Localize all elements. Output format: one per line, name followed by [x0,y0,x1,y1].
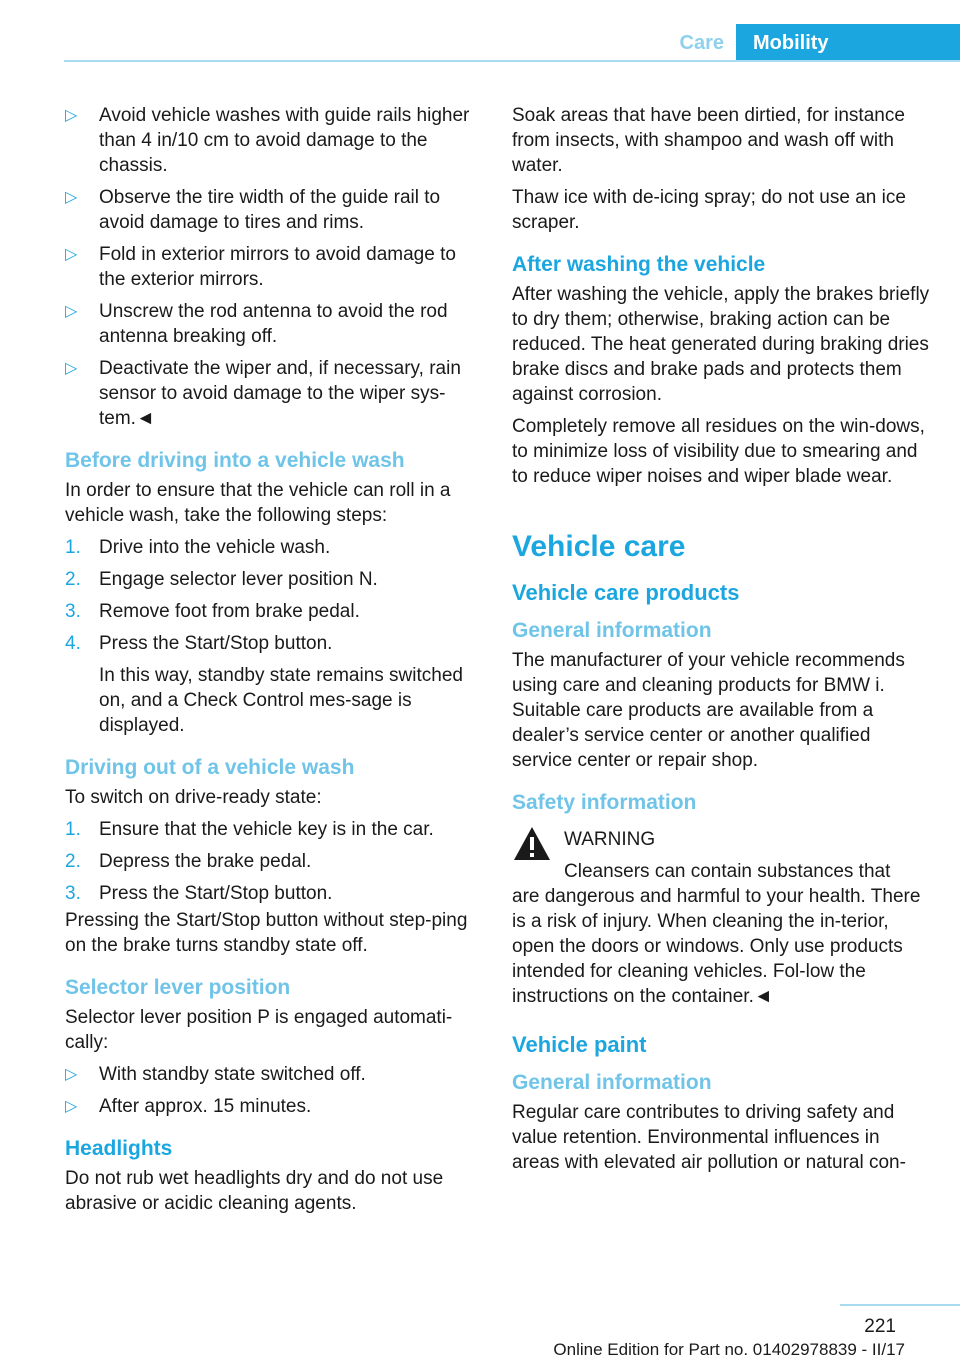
general-info-heading: General information [512,619,712,642]
safety-info-heading: Safety information [512,791,697,814]
list-item: ▷ Avoid vehicle washes with guide rails higher than 4 in/10 cm to avoid damage to the chassis. [65,105,470,176]
care-products-heading: Vehicle care products [512,580,740,605]
residue-text: Completely remove all residues on the win-dows, to minimize loss of visibility due to smearing and to reduce wiper noises and wiper blade wear. [512,416,925,487]
thaw-text: Thaw ice with de-icing spray; do not use an ice scraper. [512,187,906,233]
before-wash-heading: Before driving into a vehicle wash [65,449,405,472]
headlights-text: Do not rub wet headlights dry and do not use abrasive or acidic cleaning agents. [65,1168,444,1214]
driving-out-intro: To switch on drive-ready state: [65,787,322,808]
edition-footer: Online Edition for Part no. 01402978839 - II/17 [553,1340,905,1359]
page-number: 221 [864,1316,896,1337]
left-column [65,103,480,1223]
step-note: In this way, standby state remains switched on, and a Check Control mes-sage is displayed. [99,665,463,736]
list-item: ▷ With standby state switched off. [65,1064,366,1085]
step-item: 2. Depress the brake pedal. [65,851,312,872]
triangle-bullet-icon: ▷ [65,360,78,377]
selector-lever-intro: Selector lever position P is engaged automati-cally: [65,1007,453,1053]
driving-out-heading: Driving out of a vehicle wash [65,756,355,779]
warning-block [512,827,932,1009]
list-item: ▷ Fold in exterior mirrors to avoid damage to the exterior mirrors. [65,244,456,290]
warning-text: are dangerous and harmful to your health. There is a risk of injury. When cleaning the in-terior, open the doors or windows. Only use products intended for cleaning vehicles. Fol-low the instructions on the container.◄ [512,886,921,1007]
triangle-bullet-icon: ▷ [65,246,78,263]
tab-care: Care [679,32,724,54]
list-item: ▷ Deactivate the wiper and, if necessary, rain sensor to avoid damage to the wiper sys-tem.◄ [65,358,461,429]
warning-text-first-line: Cleansers can contain substances that [564,861,891,882]
step-item: 1. Drive into the vehicle wash. [65,537,331,558]
triangle-bullet-icon: ▷ [65,303,78,320]
footer-rule [840,1304,960,1306]
general-info-text: The manufacturer of your vehicle recommends using care and cleaning products for BMW i. Suitable care products are available from a dealer’s service center or another qualified service center or repair shop. [512,650,905,771]
driving-out-steps [65,817,480,906]
after-washing-text: After washing the vehicle, apply the brakes briefly to dry them; otherwise, braking action can be reduced. The heat generated during braking dries brake discs and brake pads and protects them against corrosion. [512,284,930,405]
headlights-heading: Headlights [65,1137,173,1160]
wash-precautions-list [65,103,480,431]
selector-lever-list [65,1062,480,1119]
header-rule [64,60,960,62]
paint-text: Regular care contributes to driving safety and value retention. Environmental influences in areas with elevated air pollution or natural con- [512,1102,906,1173]
vehicle-care-title: Vehicle care [512,530,686,563]
step-item: 2. Engage selector lever position N. [65,569,378,590]
step-item: 3. Remove foot from brake pedal. [65,601,360,622]
before-wash-intro: In order to ensure that the vehicle can roll in a vehicle wash, take the following steps: [65,480,451,526]
triangle-bullet-icon: ▷ [65,1066,78,1083]
step-item: 4. Press the Start/Stop button. In this way, standby state remains switched on, and a Check Control mes-sage is displayed. [65,631,480,738]
warning-triangle-icon [512,825,552,863]
triangle-bullet-icon: ▷ [65,107,78,124]
soak-text: Soak areas that have been dirtied, for instance from insects, with shampoo and wash off with water. [512,105,905,176]
paint-general-heading: General information [512,1071,712,1094]
right-column [512,103,932,1182]
warning-label: WARNING [564,829,656,850]
vehicle-paint-heading: Vehicle paint [512,1032,647,1057]
after-washing-heading: After washing the vehicle [512,253,766,276]
triangle-bullet-icon: ▷ [65,1098,78,1115]
driving-out-note: Pressing the Start/Stop button without step-ping on the brake turns standby state off. [65,910,468,956]
step-item: 3. Press the Start/Stop button. [65,883,333,904]
list-item: ▷ Observe the tire width of the guide rail to avoid damage to tires and rims. [65,187,441,233]
before-wash-steps [65,535,480,738]
tab-mobility: Mobility [736,24,960,62]
list-item: ▷ After approx. 15 minutes. [65,1096,312,1117]
selector-lever-heading: Selector lever position [65,976,291,999]
triangle-bullet-icon: ▷ [65,189,78,206]
list-item: ▷ Unscrew the rod antenna to avoid the rod antenna breaking off. [65,301,448,347]
step-item: 1. Ensure that the vehicle key is in the car. [65,819,434,840]
